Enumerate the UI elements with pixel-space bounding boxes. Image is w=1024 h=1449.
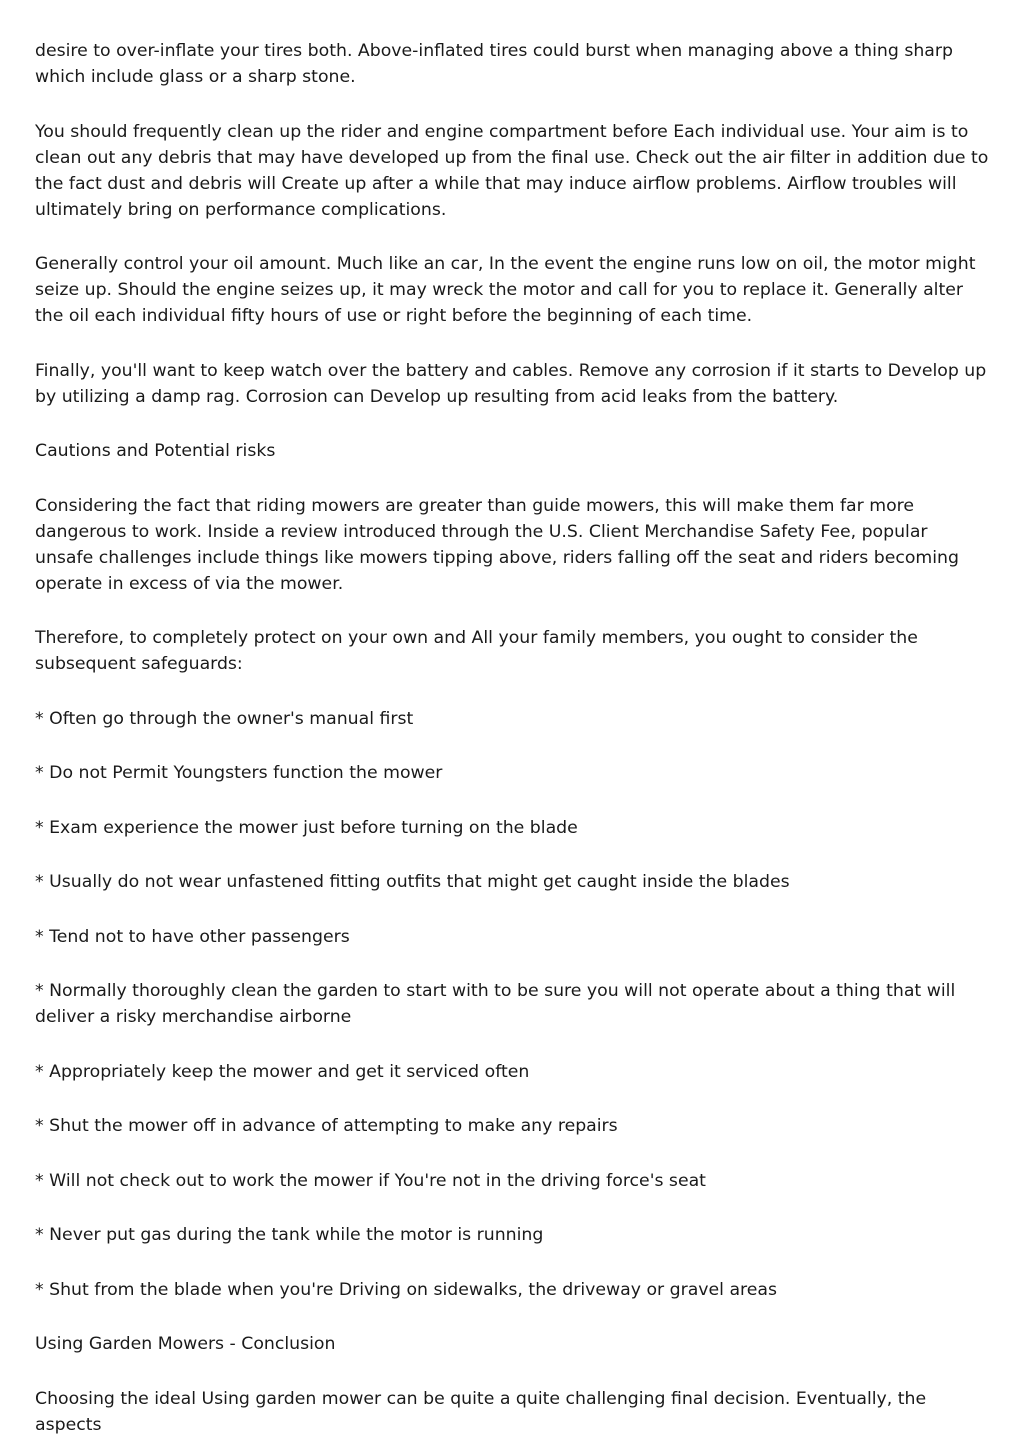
paragraph-safeguards-intro: Therefore, to completely protect on your own and All your family members, you ought to consider the subsequent safeguards: xyxy=(35,628,918,674)
list-item: * Do not Permit Youngsters function the mower xyxy=(35,763,443,783)
list-item: * Normally thoroughly clean the garden to start with to be sure you will not operate about a thing that will deliver a risky merchandise airborne xyxy=(35,981,956,1027)
list-item: * Tend not to have other passengers xyxy=(35,926,350,947)
list-item: * Will not check out to work the mower if You're not in the driving force's seat xyxy=(35,1170,706,1191)
list-item: * Appropriately keep the mower and get it serviced often xyxy=(35,1061,530,1082)
list-item: * Shut from the blade when you're Driving on sidewalks, the driveway or gravel areas xyxy=(35,1279,777,1300)
list-item: * Often go through the owner's manual first xyxy=(35,708,414,729)
paragraph-dangers: Considering the fact that riding mowers are greater than guide mowers, this will make them far more dangerous to work. Inside a review introduced through the U.S. Client Merchandise Safety Fee, popular unsafe challenges include things like mowers tipping above, riders falling off the seat and riders becoming operate in excess of via the mower. xyxy=(35,495,959,594)
paragraph-conclusion: Choosing the ideal Using garden mower can be quite a quite challenging final decision. Eventually, the aspects xyxy=(35,1388,927,1435)
paragraph-tire-inflation: desire to over-inflate your tires both. Above-inflated tires could burst when managing above a thing sharp which include glass or a sharp stone. xyxy=(35,41,953,87)
paragraph-oil: Generally control your oil amount. Much like an car, In the event the engine runs low on oil, the motor might seize up. Should the engine seizes up, it may wreck the motor and call for you to replace it. Generally alter the oil each individual fifty hours of use or right before the beginning of each time. xyxy=(35,254,976,326)
list-item: * Usually do not wear unfastened fitting outfits that might get caught inside the blades xyxy=(35,872,790,892)
section-heading-conclusion: Using Garden Mowers - Conclusion xyxy=(35,1334,336,1354)
section-heading-cautions: Cautions and Potential risks xyxy=(35,441,276,461)
paragraph-battery: Finally, you'll want to keep watch over the battery and cables. Remove any corrosion if it starts to Develop up by utilizing a damp rag. Corrosion can Develop up resulting from acid leaks from the battery. xyxy=(35,360,987,407)
list-item: * Exam experience the mower just before turning on the blade xyxy=(35,817,578,838)
paragraph-cleaning: You should frequently clean up the rider and engine compartment before Each individual use. Your aim is to clean out any debris that may have developed up from the final use. Check out the air filter in addition due to the fact dust and debris will Create up after a while that may induce airflow problems. Airflow troubles will ultimately bring on performance complications. xyxy=(35,121,989,220)
list-item: * Shut the mower off in advance of attempting to make any repairs xyxy=(35,1116,618,1136)
list-item: * Never put gas during the tank while the motor is running xyxy=(35,1225,544,1245)
